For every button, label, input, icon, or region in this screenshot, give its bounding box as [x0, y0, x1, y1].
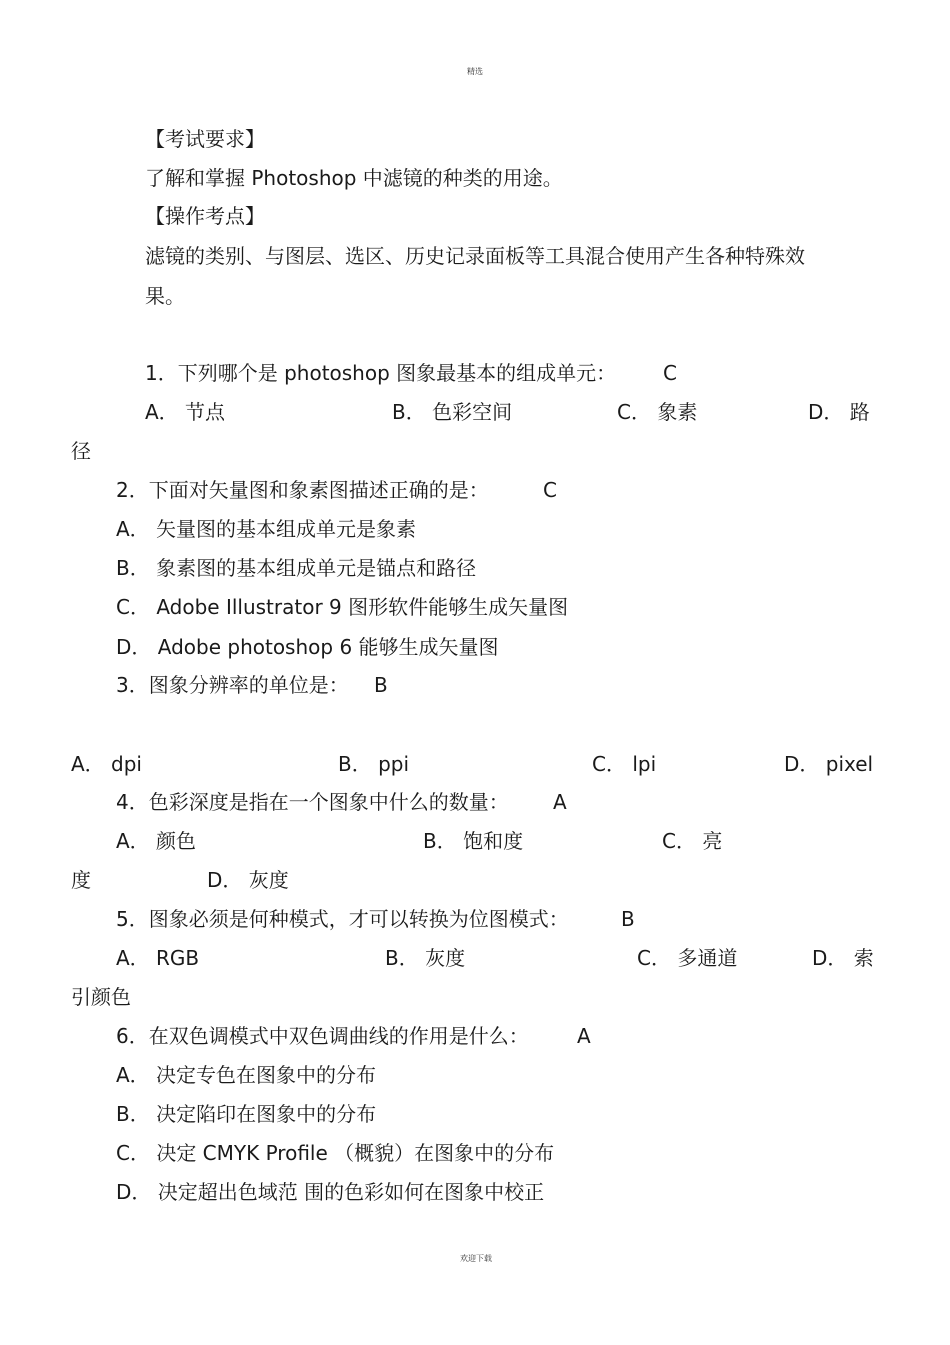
question-4-option-a: A． 颜色 [116, 829, 197, 853]
question-6-stem: 6．在双色调模式中双色调曲线的作用是什么： [116, 1024, 529, 1048]
question-4-option-d: D． 灰度 [207, 868, 289, 892]
question-4-option-c: C． 亮 [662, 829, 723, 853]
operation-points-text-cont: 果。 [145, 284, 185, 308]
question-6-option-d: D． 决定超出色域范 围的色彩如何在图象中校正 [116, 1180, 545, 1204]
question-3-option-c: C． lpi [592, 752, 657, 776]
question-4-answer: A [553, 790, 567, 814]
question-1-option-a: A． 节点 [145, 400, 226, 424]
question-3-stem: 3．图象分辨率的单位是： [116, 673, 349, 697]
question-3-answer: B [374, 673, 388, 697]
question-1-option-b: B． 色彩空间 [392, 400, 513, 424]
question-1-option-d-wrap: 径 [71, 439, 91, 463]
question-2-option-a: A． 矢量图的基本组成单元是象素 [116, 517, 417, 541]
question-6-option-c: C． 决定 CMYK Profile （概貌）在图象中的分布 [116, 1141, 555, 1165]
question-4-option-b: B． 饱和度 [423, 829, 524, 853]
question-4-option-c-wrap: 度 [71, 868, 91, 892]
question-2-answer: C [543, 478, 557, 502]
question-5-option-d: D． 索 [812, 946, 874, 970]
page-footer: 欢迎下载 [460, 1254, 492, 1263]
question-5-option-b: B． 灰度 [385, 946, 466, 970]
question-4-stem: 4．色彩深度是指在一个图象中什么的数量： [116, 790, 509, 814]
operation-points-text: 滤镜的类别、与图层、选区、历史记录面板等工具混合使用产生各种特殊效 [145, 244, 805, 268]
question-2-option-c: C． Adobe Illustrator 9 图形软件能够生成矢量图 [116, 595, 569, 619]
operation-points-heading: 【操作考点】 [145, 204, 265, 228]
question-6-option-a: A． 决定专色在图象中的分布 [116, 1063, 377, 1087]
question-1-option-c: C． 象素 [617, 400, 698, 424]
question-6-answer: A [577, 1024, 591, 1048]
question-5-option-d-wrap: 引颜色 [71, 985, 131, 1009]
question-2-stem: 2．下面对矢量图和象素图描述正确的是： [116, 478, 489, 502]
question-5-option-a: A． RGB [116, 946, 200, 970]
question-5-answer: B [621, 907, 635, 931]
exam-requirements-text: 了解和掌握 Photoshop 中滤镜的种类的用途。 [145, 166, 563, 190]
question-2-option-d: D． Adobe photoshop 6 能够生成矢量图 [116, 635, 499, 659]
question-1-answer: C [663, 361, 677, 385]
question-3-option-d: D． pixel [784, 752, 874, 776]
question-3-option-b: B． ppi [338, 752, 410, 776]
exam-requirements-heading: 【考试要求】 [145, 127, 265, 151]
question-1-option-d: D． 路 [808, 400, 870, 424]
page-header: 精选 [467, 67, 483, 76]
question-3-option-a: A． dpi [71, 752, 142, 776]
question-1-stem: 1．下列哪个是 photoshop 图象最基本的组成单元： [145, 361, 617, 385]
question-5-stem: 5．图象必须是何种模式，才可以转换为位图模式： [116, 907, 569, 931]
question-2-option-b: B． 象素图的基本组成单元是锚点和路径 [116, 556, 477, 580]
question-5-option-c: C． 多通道 [637, 946, 738, 970]
question-6-option-b: B． 决定陷印在图象中的分布 [116, 1102, 377, 1126]
